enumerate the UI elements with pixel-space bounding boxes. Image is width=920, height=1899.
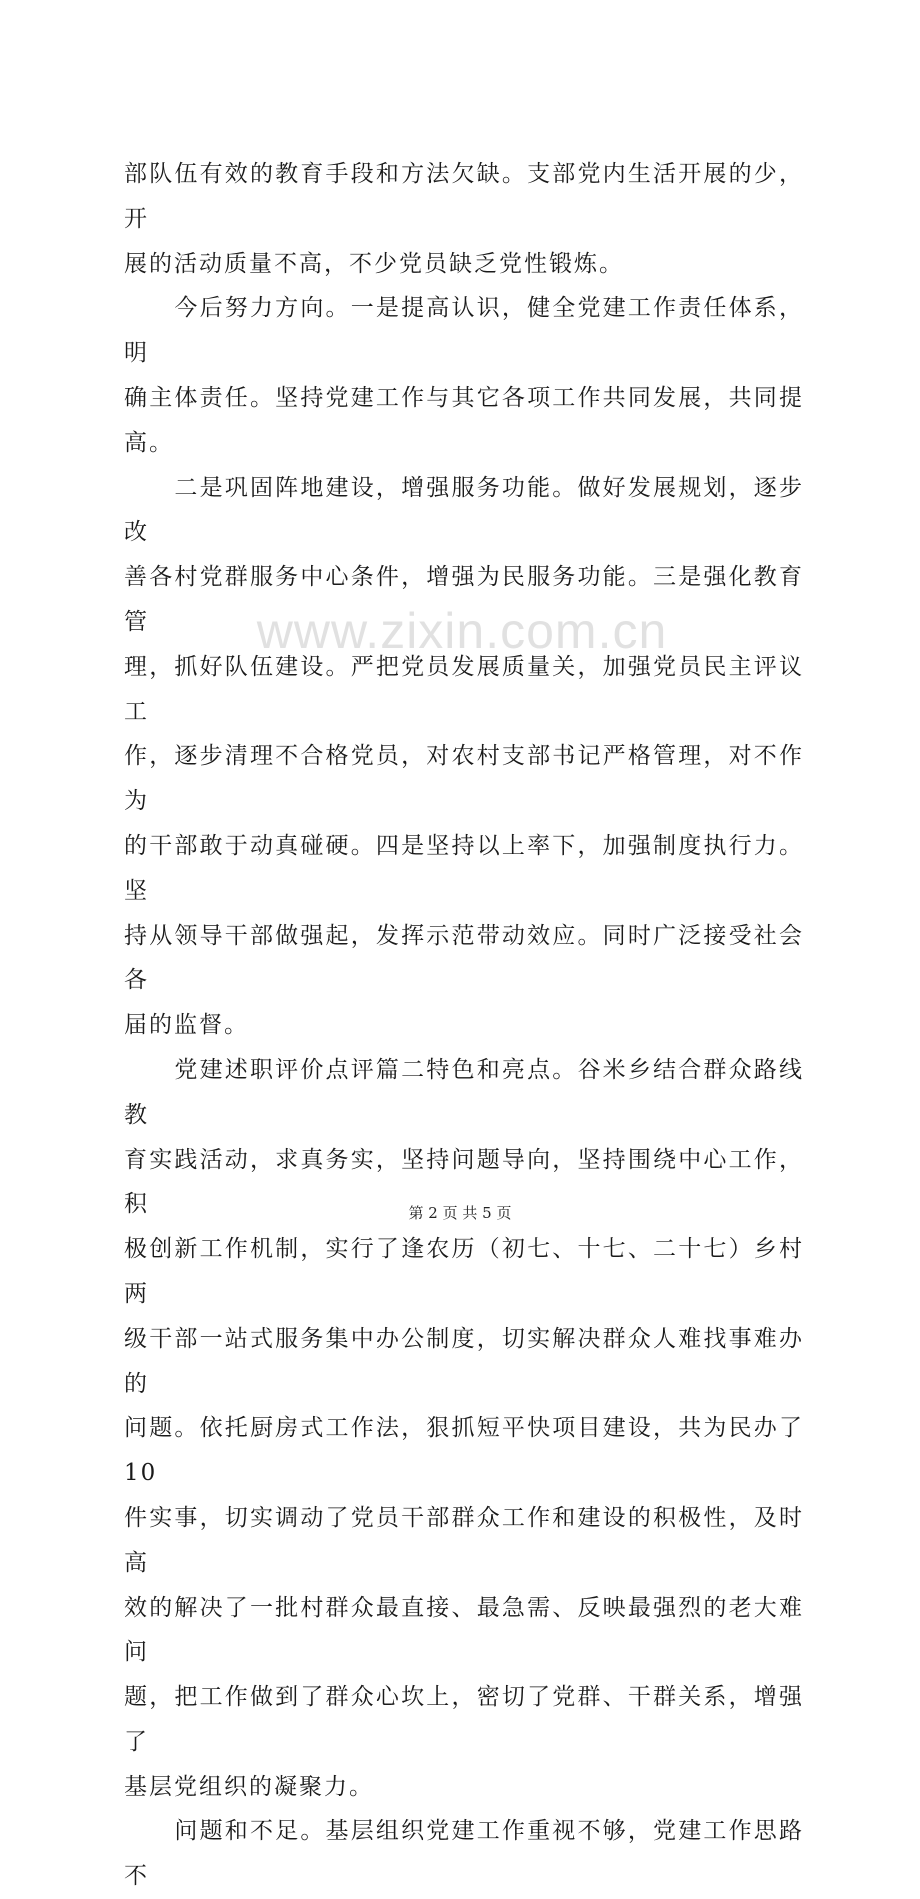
body-text — [124, 152, 804, 1899]
paragraph-3: 二是巩固阵地建设，增强服务功能。做好发展规划，逐步改 善各村党群服务中心条件，增强为民服务功能。三是强化教育管 理，抓好队伍建设。严把党员发展质量关，加强党员民主评议工 作，逐步清理不合格党员，对农村支部书记严格管理，对不作为 的干部敢于动真碰硬。四是坚持以上率下，加强制度执行力。坚 持从领导干部做强起，发挥示范带动效应。同时广泛接受社会各 届的监督。 — [124, 474, 804, 1039]
paragraph-4: 党建述职评价点评篇二特色和亮点。谷米乡结合群众路线教 育实践活动，求真务实，坚持问题导向，坚持围绕中心工作，积 极创新工作机制，实行了逢农历（初七、十七、二十七）乡村两 级干部一站式服务集中办公制度，切实解决群众人难找事难办的 问题。依托厨房式工作法，狠抓短平快项目建设，共为民办了 10 件实事，切实调动了党员干部群众工作和建设的积极性，及时高 效的解决了一批村群众最直接、最急需、反映最强烈的老大难问 题，把工作做到了群众心坎上，密切了党群、干群关系，增强了 基层党组织的凝聚力。 — [124, 1056, 804, 1800]
paragraph-5: 问题和不足。基层组织党建工作重视不够，党建工作思路不 — [124, 1818, 804, 1890]
watermark: www.zixin.com.cn — [256, 603, 668, 659]
paragraph-2: 今后努力方向。一是提高认识，健全党建工作责任体系，明 确主体责任。坚持党建工作与其它各项工作共同发展，共同提高。 — [124, 295, 804, 456]
paragraph-1: 部队伍有效的教育手段和方法欠缺。支部党内生活开展的少，开 展的活动质量不高，不少党员缺乏党性锻炼。 — [124, 161, 804, 277]
page-footer: 第 2 页 共 5 页 — [408, 1204, 512, 1222]
